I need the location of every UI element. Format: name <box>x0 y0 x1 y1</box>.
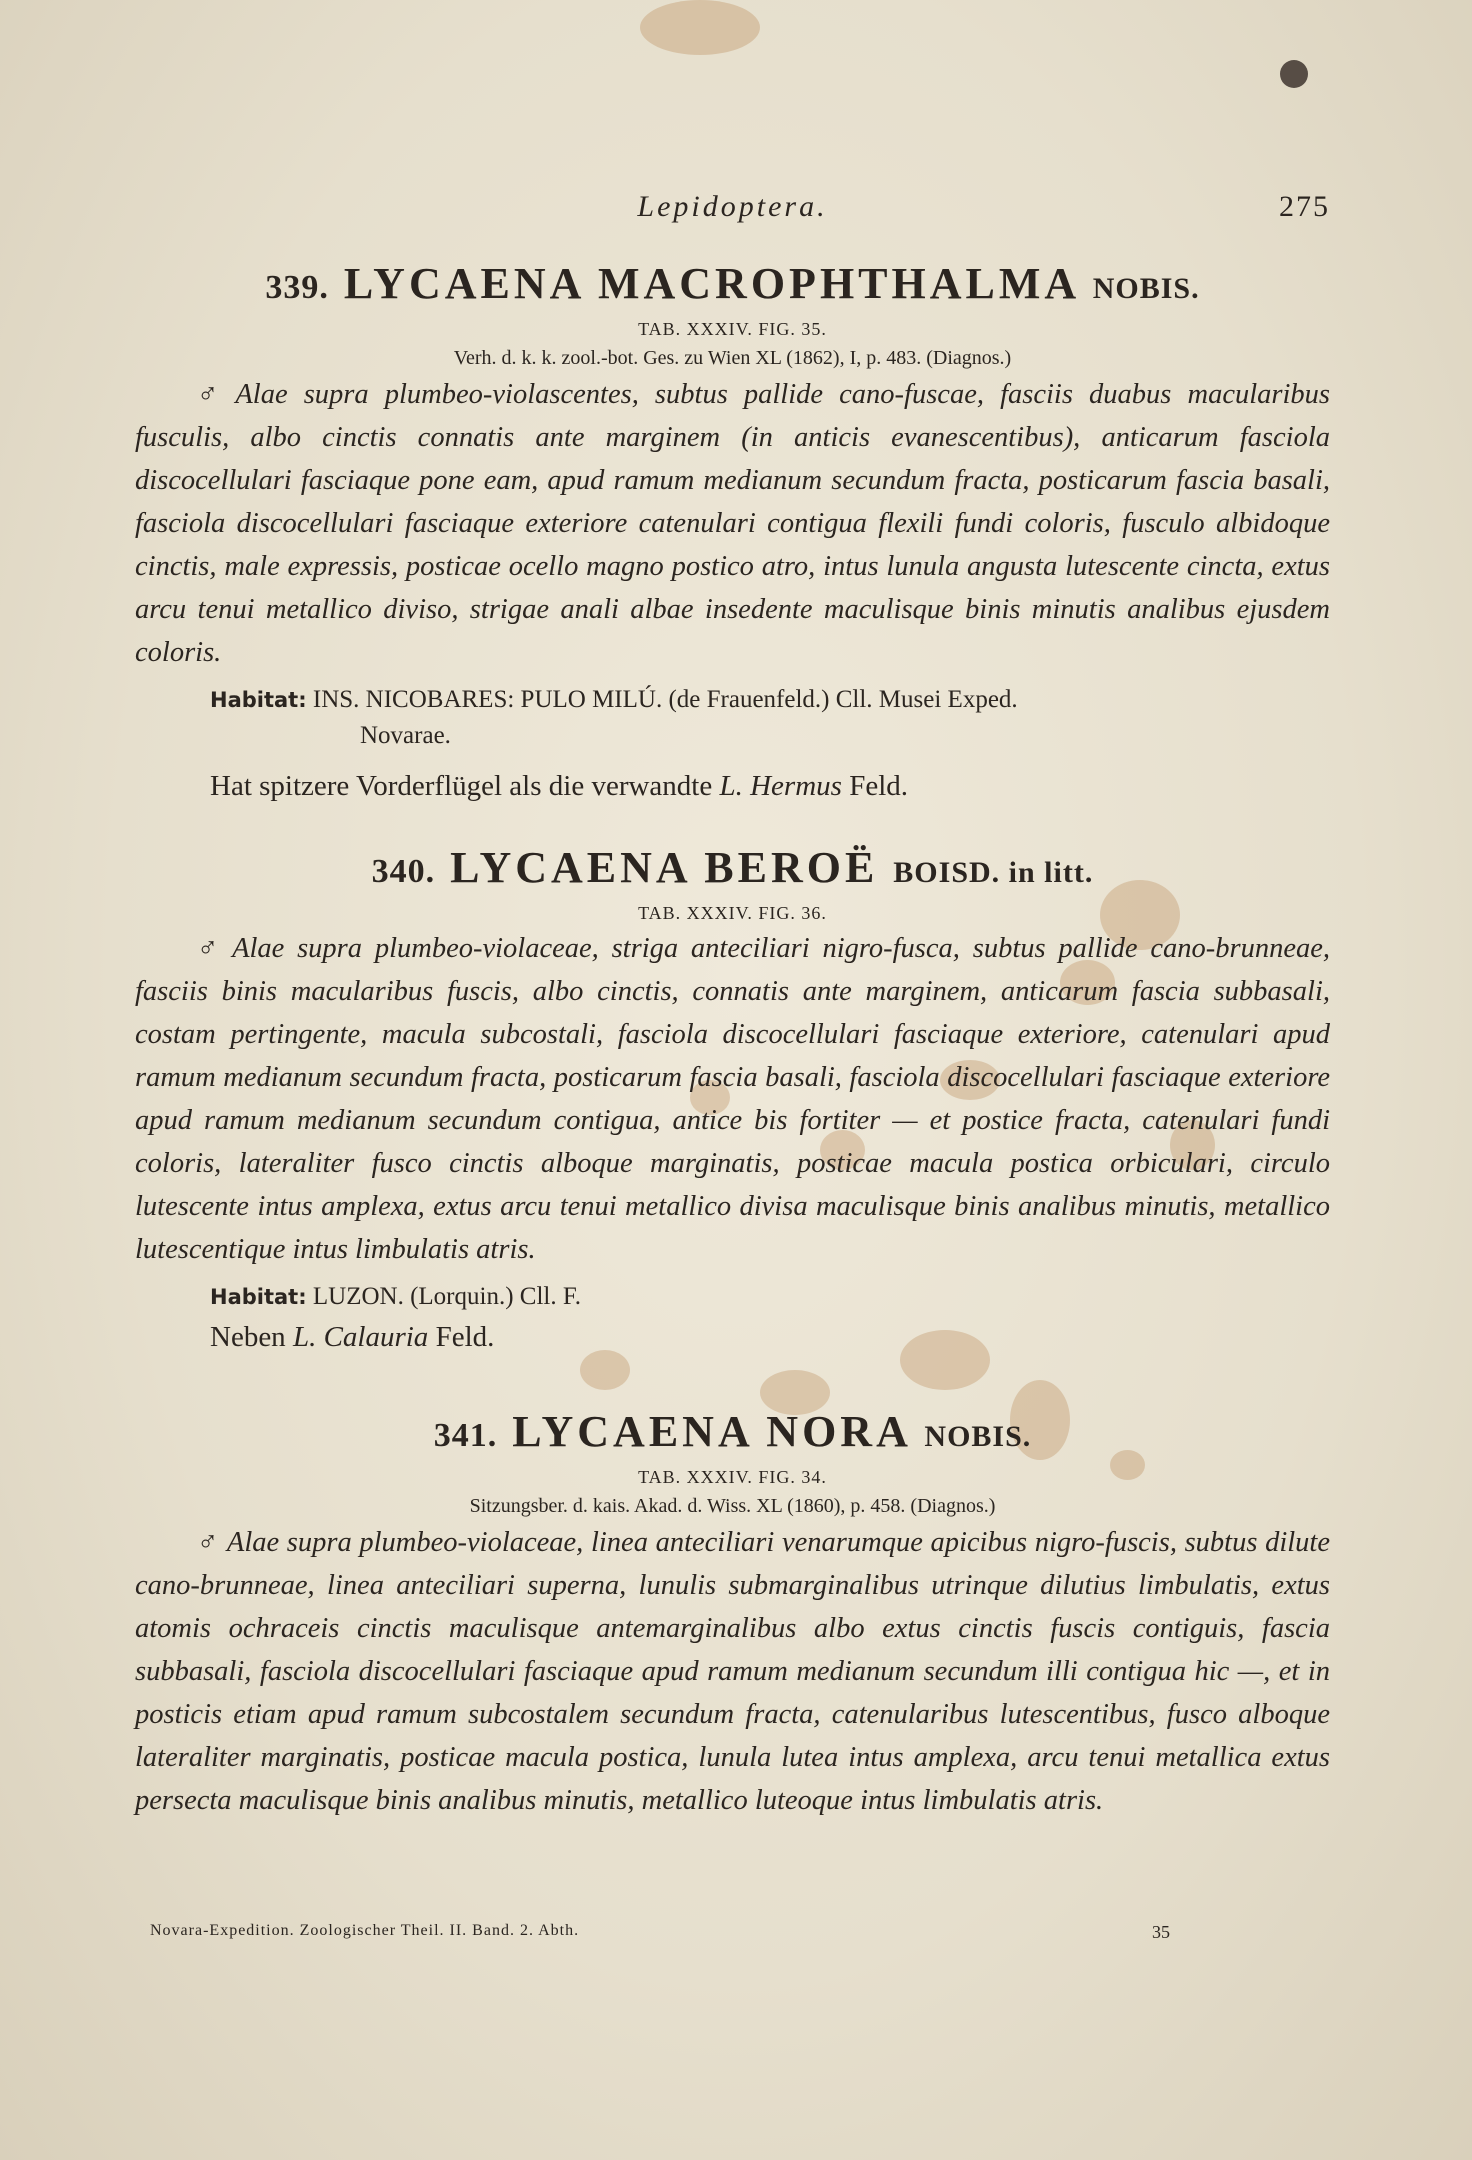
description-text: Alae supra plumbeo-violascentes, subtus pallide cano-fuscae, fasciis duabus macularibus fusculis, albo cinctis connatis ante marginem (in anticis evanescentibus), anticarum fasciola discocellulari fasciaque pone eam, apud ramum medianum secundum fracta, posticarum fascia basali, fasciola discocellulari fasciaque exteriore catenulari contigua flexili fundi coloris, fusculo albidoque cinctis, male expressis, posticae ocello magno postico atro, intus lunula angusta lutescente cincta, extus arcu tenui metallico diviso, strigae anali albae insedente maculisque binis minutis analibus ejusdem coloris. <box>135 379 1331 668</box>
male-symbol: ♂ <box>197 1527 219 1558</box>
species-author: BOISD. in litt. <box>893 856 1094 889</box>
species-entry-340 <box>135 842 1330 1357</box>
species-description <box>135 1521 1330 1822</box>
species-remark <box>210 1317 1330 1357</box>
remark-species: L. Hermus <box>719 770 842 802</box>
species-description <box>135 373 1330 674</box>
species-name: LYCAENA MACROPHTHALMA <box>343 259 1078 308</box>
remark-text: Neben <box>210 1321 286 1353</box>
habitat <box>210 1279 1330 1315</box>
species-number: 339. <box>265 269 329 306</box>
species-entry-341 <box>135 1406 1330 1822</box>
habitat-continuation: Novarae. <box>360 722 451 749</box>
description-text: Alae supra plumbeo-violaceae, striga anteciliari nigro-fusca, subtus pallide cano-brunneae, fasciis binis macularibus fuscis, albo cinctis, connatis ante marginem, anticarum fascia subbasali, costam pertingente, macula subcostali, fasciola discocellulari fasciaque exteriore, catenulari apud ramum medianum secundum fracta, posticarum fascia basali, fasciola discocellulari fasciaque exteriore apud ramum medianum secundum contigua, antice bis fortiter — et postice fracta, catenulari fundi coloris, lateraliter fusco cinctis alboque marginatis, posticae macula postica orbiculari, circulo lutescente intus amplexa, extus arcu tenui metallico divisa maculisque binis analibus minutis, metallico lutescentique intus limbulatis atris. <box>135 933 1331 1265</box>
species-author: NOBIS. <box>1092 272 1200 305</box>
habitat-text: INS. NICOBARES: PULO MILÚ. (de Frauenfeld.) Cll. Musei Exped. <box>312 686 1018 713</box>
species-title <box>135 258 1330 315</box>
habitat <box>210 682 1330 754</box>
literature-reference: Sitzungsber. d. kais. Akad. d. Wiss. XL (1860), p. 458. (Diagnos.) <box>469 1495 996 1517</box>
species-name: LYCAENA NORA <box>512 1407 910 1456</box>
species-title <box>135 1406 1330 1463</box>
male-symbol: ♂ <box>197 933 225 964</box>
footer-imprint: Novara-Expedition. Zoologischer Theil. II. Band. 2. Abth. <box>150 1922 580 1939</box>
signature-mark: 35 <box>1152 1922 1170 1942</box>
habitat-label: Habitat: <box>210 688 307 712</box>
page-header <box>135 190 1330 230</box>
remark-text: Hat spitzere Vorderflügel als die verwandte <box>210 770 713 802</box>
species-name: LYCAENA BEROË <box>450 843 879 892</box>
running-title: Lepidoptera. <box>637 190 828 223</box>
species-entry-339 <box>135 258 1330 806</box>
literature-reference: Verh. d. k. k. zool.-bot. Ges. zu Wien XL (1862), I, p. 483. (Diagnos.) <box>453 347 1012 369</box>
remark-author: Feld. <box>435 1321 495 1353</box>
species-author: NOBIS. <box>924 1420 1032 1453</box>
plate-reference: TAB. XXXIV. FIG. 36. <box>638 903 827 923</box>
plate-reference: TAB. XXXIV. FIG. 34. <box>638 1467 827 1487</box>
page-number: 275 <box>1279 190 1330 223</box>
species-remark <box>210 766 1330 806</box>
species-title <box>135 842 1330 899</box>
description-text: Alae supra plumbeo-violaceae, linea anteciliari venarumque apicibus nigro-fuscis, subtus dilute cano-brunneae, linea anteciliari superna, lunulis submarginalibus utrinque dilutius limbulatis, extus atomis ochraceis cinctis maculisque antemarginalibus albo extus cinctis fuscis contiguis, fascia subbasali, fasciola discocellulari fasciaque apud ramum medianum secundum illi contigua hic —, et in posticis etiam apud ramum subcostalem secundum fracta, catenularibus lutescentibus, fusco alboque lateraliter marginatis, posticae macula postica, lunula lutea intus amplexa, arcu tenui metallica extus persecta maculisque binis analibus minutis, metallico luteoque intus limbulatis atris. <box>135 1527 1330 1816</box>
habitat-label: Habitat: <box>210 1285 307 1309</box>
remark-species: L. Calauria <box>292 1321 429 1353</box>
species-number: 340. <box>371 853 436 890</box>
remark-author: Feld. <box>849 770 908 802</box>
species-number: 341. <box>433 1417 498 1454</box>
plate-reference: TAB. XXXIV. FIG. 35. <box>638 319 827 339</box>
habitat-text: LUZON. (Lorquin.) Cll. F. <box>312 1283 581 1310</box>
species-description <box>135 927 1330 1271</box>
male-symbol: ♂ <box>197 379 228 410</box>
